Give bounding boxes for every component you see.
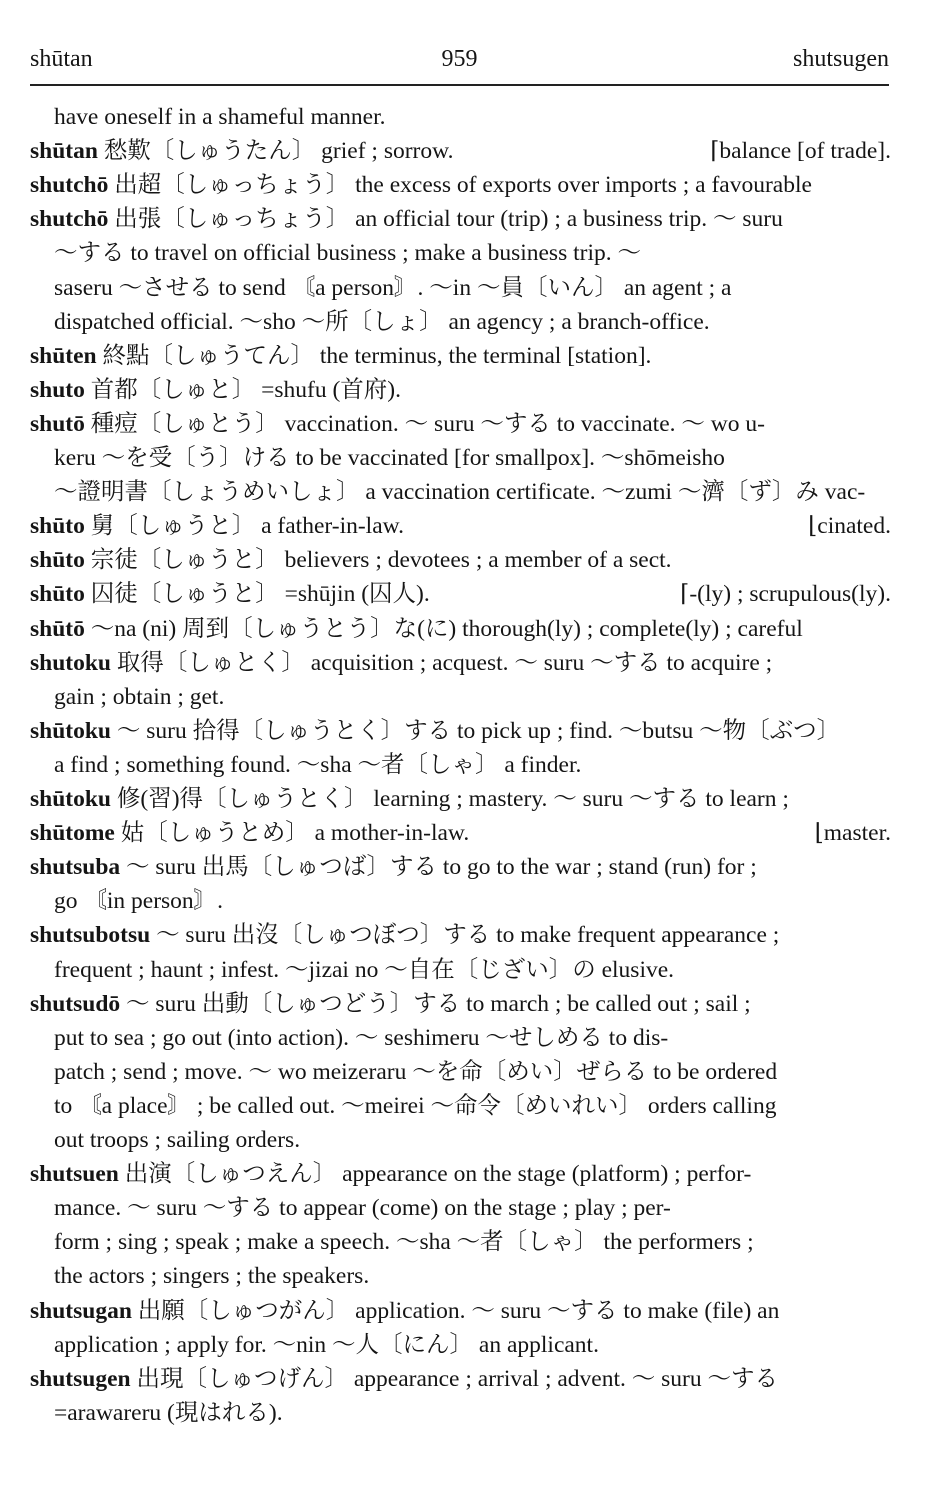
entry-text: 姑〔しゅうとめ〕 a mother-in-law.: [114, 820, 470, 846]
entry-headword: shūtō: [30, 616, 85, 642]
entry-line: [54, 441, 892, 475]
entry-line: [30, 850, 892, 884]
entry-headword: shūtoku: [30, 718, 111, 744]
entry-text: frequent ; haunt ; infest. ～jizai no ～自在〔じざい〕の elusive.: [54, 957, 675, 983]
entry-text: gain ; obtain ; get.: [54, 684, 225, 710]
entry-line: [30, 782, 892, 816]
entry-line: [30, 1362, 892, 1396]
entry-line: [54, 475, 892, 509]
entry-line: [54, 1225, 892, 1259]
entry-headword: shutsuba: [30, 854, 121, 880]
entry-line: [54, 680, 892, 714]
entry-text: 宗徒〔しゅうと〕 believers ; devotees ; a member of a sect.: [84, 547, 672, 573]
entry-headword: shutoku: [30, 650, 111, 676]
entry-line: [30, 612, 892, 646]
entry-headword: shutsugan: [30, 1298, 132, 1324]
entry-text: ～證明書〔しょうめいしょ〕 a vaccination certificate. ～zumi ～濟〔ず〕み vac-: [54, 479, 866, 505]
entry-line: [30, 168, 892, 202]
entry-text: ～ suru 拾得〔しゅうとく〕する to pick up ; find. ～butsu ～物〔ぶつ〕: [111, 718, 841, 744]
entry-text: 出張〔しゅっちょう〕 an official tour (trip) ; a business trip. ～ suru: [108, 206, 783, 232]
entry-line: [30, 339, 892, 373]
entry-text: application ; apply for. ～nin ～人〔にん〕 an applicant.: [54, 1332, 599, 1358]
entry-line: [54, 271, 892, 305]
entry-text: keru ～を受〔う〕ける to be vaccinated [for smallpox]. ～shōmeisho: [54, 445, 725, 471]
entry-text: 出演〔しゅつえん〕 appearance on the stage (platform) ; perfor-: [118, 1161, 752, 1187]
entry-text: go 〘in person〙.: [54, 888, 224, 914]
entry-headword: shūto: [30, 581, 85, 607]
entry-text: put to sea ; go out (into action). ～ seshimeru ～せしめる to dis-: [54, 1025, 669, 1051]
entry-text: dispatched official. ～sho ～所〔しょ〕 an agency ; a branch-office.: [54, 309, 710, 335]
entry-overflow-text: ⌊cinated.: [808, 513, 891, 539]
entry-headword: shutsubotsu: [30, 922, 151, 948]
header-right-guide-word: shutsugen: [793, 46, 889, 72]
entry-text: =arawareru (現はれる).: [54, 1400, 283, 1426]
entry-overflow-text: ⌈balance [of trade].: [710, 138, 891, 164]
entry-line: [30, 714, 892, 748]
entry-line: [30, 509, 892, 543]
entry-text: 終點〔しゅうてん〕 the terminus, the terminal [station].: [96, 343, 652, 369]
entry-text: to 〘a place〙 ; be called out. ～meirei ～命令〔めいれい〕 orders calling: [54, 1093, 777, 1119]
entry-text: patch ; send ; move. ～ wo meizeraru ～を命〔めい〕ぜらる to be ordered: [54, 1059, 778, 1085]
entry-text: mance. ～ suru ～する to appear (come) on the stage ; play ; per-: [54, 1195, 671, 1221]
entry-text: a find ; something found. ～sha ～者〔しゃ〕 a finder.: [54, 752, 582, 778]
entry-headword: shutchō: [30, 206, 109, 232]
entry-line: [54, 1123, 892, 1157]
entry-line: [54, 100, 892, 134]
entry-line: [30, 1294, 892, 1328]
entry-text: 愁歎〔しゅうたん〕 grief ; sorrow.: [97, 138, 454, 164]
entry-line: [54, 236, 892, 270]
entry-headword: shūten: [30, 343, 97, 369]
entry-headword: shutchō: [30, 172, 109, 198]
entry-line: [30, 1157, 892, 1191]
entry-line: [54, 1328, 892, 1362]
entry-line: [30, 373, 892, 407]
entry-line: [30, 816, 892, 850]
entry-line: [54, 1259, 892, 1293]
entry-line: [30, 543, 892, 577]
entry-line: [54, 1089, 892, 1123]
page-header: [30, 44, 889, 86]
entry-text: form ; sing ; speak ; make a speech. ～sha ～者〔しゃ〕 the performers ;: [54, 1229, 754, 1255]
entry-text: 出超〔しゅっちょう〕 the excess of exports over imports ; a favourable: [108, 172, 812, 198]
entry-text: 出願〔しゅつがん〕 application. ～ suru ～する to make (file) an: [131, 1298, 780, 1324]
entry-headword: shūtoku: [30, 786, 111, 812]
entry-text: 種痘〔しゅとう〕 vaccination. ～ suru ～する to vaccinate. ～ wo u-: [84, 411, 765, 437]
entry-text: out troops ; sailing orders.: [54, 1127, 301, 1153]
entry-text: ～する to travel on official business ; make a business trip. ～: [54, 240, 641, 266]
entry-text: 取得〔しゅとく〕 acquisition ; acquest. ～ suru ～する to acquire ;: [111, 650, 773, 676]
entry-headword: shūtan: [30, 138, 98, 164]
entry-text: 囚徒〔しゅうと〕 =shūjin (囚人).: [84, 581, 430, 607]
entry-line: [30, 987, 892, 1021]
entry-headword: shuto: [30, 377, 85, 403]
entry-headword: shutsugen: [30, 1366, 131, 1392]
entry-text: have oneself in a shameful manner.: [54, 104, 386, 130]
entry-text: 舅〔しゅうと〕 a father-in-law.: [84, 513, 404, 539]
entry-text: ～na (ni) 周到〔しゅうとう〕な(に) thorough(ly) ; complete(ly) ; careful: [84, 616, 803, 642]
entry-text: 出現〔しゅつげん〕 appearance ; arrival ; advent. ～ suru ～する: [130, 1366, 778, 1392]
entry-headword: shutō: [30, 411, 85, 437]
entry-line: [30, 407, 892, 441]
entry-text: ～ suru 出動〔しゅつどう〕する to march ; be called out ; sail ;: [120, 991, 751, 1017]
entry-line: [54, 305, 892, 339]
entry-text: 首都〔しゅと〕 =shufu (首府).: [84, 377, 402, 403]
entry-overflow-text: ⌊master.: [814, 820, 891, 846]
entry-text: ～ suru 出馬〔しゅつば〕する to go to the war ; stand (run) for ;: [120, 854, 757, 880]
entry-line: [30, 918, 892, 952]
entry-text: saseru ～させる to send 〘a person〙. ～in ～員〔いん〕 an agent ; a: [54, 275, 732, 301]
entry-headword: shutsudō: [30, 991, 121, 1017]
header-left-guide-word: shūtan: [30, 46, 93, 72]
entry-text: ～ suru 出沒〔しゅつぼつ〕する to make frequent appearance ;: [150, 922, 780, 948]
entry-headword: shutsuen: [30, 1161, 119, 1187]
entry-headword: shūto: [30, 547, 85, 573]
entry-overflow-text: ⌈-(ly) ; scrupulous(ly).: [680, 581, 891, 607]
entry-line: [54, 748, 892, 782]
entry-line: [30, 202, 892, 236]
entry-headword: shūtome: [30, 820, 115, 846]
page-number: 959: [441, 46, 478, 72]
entry-line: [54, 1055, 892, 1089]
entry-text: the actors ; singers ; the speakers.: [54, 1263, 370, 1289]
entry-text: 修(習)得〔しゅうとく〕 learning ; mastery. ～ suru ～する to learn ;: [111, 786, 789, 812]
entry-line: [54, 1396, 892, 1430]
entry-line: [30, 646, 892, 680]
entry-line: [54, 1191, 892, 1225]
entry-headword: shūto: [30, 513, 85, 539]
entry-line: [54, 953, 892, 987]
entry-line: [54, 1021, 892, 1055]
entry-line: [54, 884, 892, 918]
